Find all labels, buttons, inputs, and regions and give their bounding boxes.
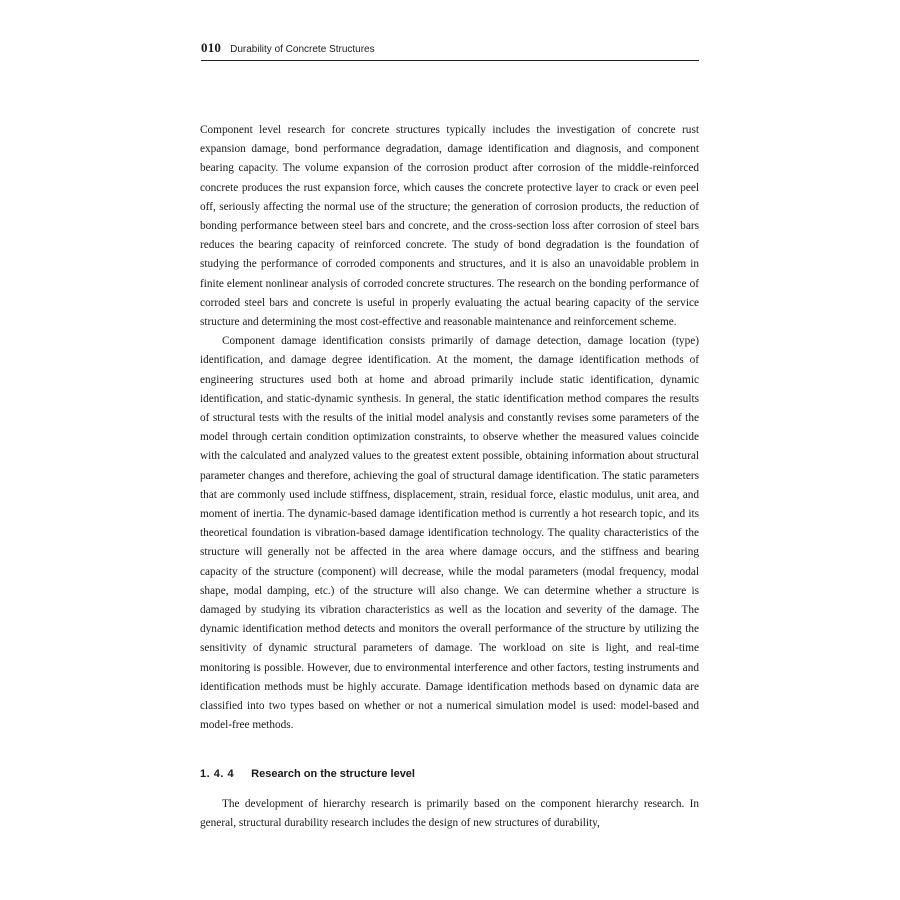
section-title: Research on the structure level xyxy=(251,768,415,780)
paragraph-damage-identification: Component damage identification consists primarily of damage detection, damage location (type) identification, and damage degree identification. At the moment, the damage identification methods of engineering structures used both at home and abroad primarily include static identification, dynamic identification, and static-dynamic synthesis. In general, the static identification method compares the results of structural tests with the results of the initial model analysis and constantly revises some parameters of the model through certain condition optimization constraints, to observe whether the measured values coincide with the calculated and analyzed values to the greatest extent possible, obtaining information about structural parameter changes and therefore, achieving the goal of structural damage identification. The static parameters that are commonly used include stiffness, displacement, strain, residual force, elastic modulus, unit area, and moment of inertia. The dynamic-based damage identification method is currently a hot research topic, and its theoretical foundation is vibration-based damage identification technology. The quality characteristics of the structure will generally not be affected in the area where damage occurs, and the stiffness and bearing capacity of the structure (component) will decrease, while the modal parameters (modal frequency, modal shape, modal damping, etc.) of the structure will also change. We can determine whether a structure is damaged by studying its vibration characteristics as well as the location and severity of the damage. The dynamic identification method detects and monitors the overall performance of the structure by utilizing the sensitivity of dynamic structural parameters of damage. The workload on site is light, and real-time monitoring is possible. However, due to environmental interference and other factors, testing instruments and identification methods must be highly accurate. Damage identification methods based on dynamic data are classified into two types based on whether or not a numerical simulation model is used: model-based and model-free methods. xyxy=(200,335,699,732)
section-body-text xyxy=(200,795,699,833)
page-number: 010 xyxy=(201,40,222,55)
paragraph-structure-level: The development of hierarchy research is primarily based on the component hierarchy research. In general, structural durability research includes the design of new structures of durability, xyxy=(200,798,699,830)
paragraph-component-research: Component level research for concrete structures typically includes the investigation of concrete rust expansion damage, bond performance degradation, damage identification and diagnosis, and component bearing capacity. The volume expansion of the corrosion product after corrosion of the middle-reinforced concrete produces the rust expansion force, which causes the concrete protective layer to crack or even peel off, seriously affecting the normal use of the structure; the generation of corrosion products, the reduction of bonding performance between steel bars and concrete, and the cross-section loss after corrosion of steel bars reduces the bearing capacity of reinforced concrete. The study of bond degradation is the foundation of studying the performance of corroded components and structures, and it is also an unavoidable problem in finite element nonlinear analysis of corroded concrete structures. The research on the bonding performance of corroded steel bars and concrete is useful in properly evaluating the actual bearing capacity of the service structure and determining the most cost-effective and reasonable maintenance and reinforcement scheme. xyxy=(200,124,699,329)
running-title: Durability of Concrete Structures xyxy=(230,44,375,55)
section-number: 1. 4. 4 xyxy=(200,768,235,780)
section-heading xyxy=(200,766,699,782)
running-head xyxy=(201,40,699,61)
body-text xyxy=(200,121,699,736)
